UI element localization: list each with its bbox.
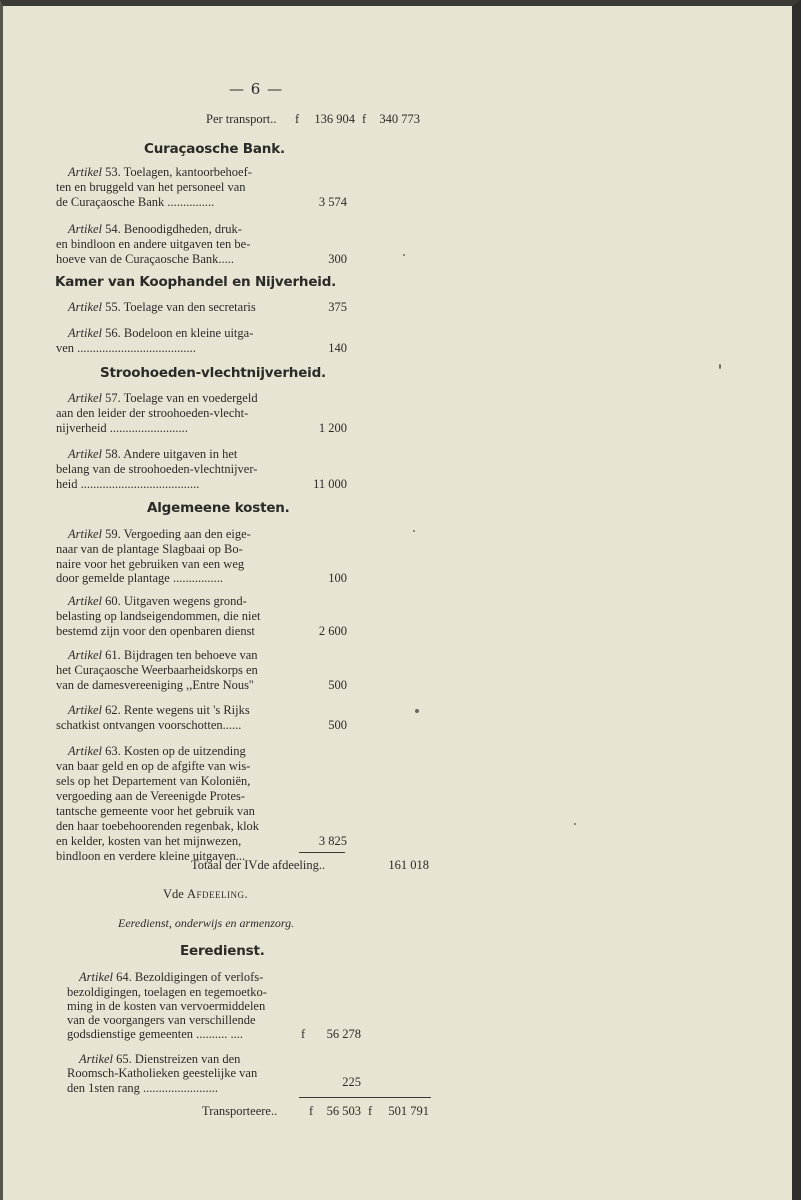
article-65-first-line <box>79 1052 240 1067</box>
article-59-line: naire voor het gebruiken van een weg <box>56 557 245 571</box>
transport-amount-1: 136 904 <box>314 112 355 126</box>
section-heading-stroo: Stroohoeden-vlechtnijverheid. <box>100 365 326 381</box>
article-58-text: 58. Andere uitgaven in het <box>102 447 238 461</box>
totaal-label: Totaal der IVde afdeeling.. <box>191 858 326 872</box>
article-58-first-line <box>68 447 237 462</box>
afdeeling-word: Afdeeling. <box>186 887 249 901</box>
article-56-first-line <box>68 326 253 341</box>
article-54-text: 54. Benoodigdheden, druk- <box>102 222 242 236</box>
section-heading-algemeene: Algemeene kosten. <box>147 500 290 516</box>
article-61-text: 61. Bijdragen ten behoeve van <box>102 648 258 662</box>
article-65-amount: 225 <box>342 1075 361 1089</box>
article-57-first-line <box>68 391 258 406</box>
article-63-line: vergoeding aan de Vereenigde Protes- <box>56 789 246 803</box>
artikel-label: Artikel <box>68 447 103 461</box>
article-55-amount: 375 <box>328 300 347 314</box>
article-54-line: en bindloon en andere uitgaven ten be- <box>56 237 251 251</box>
article-63-first-line <box>68 744 246 759</box>
paper-speck <box>415 709 419 713</box>
transporteere-f1: f <box>309 1104 314 1118</box>
article-59-amount: 100 <box>328 571 347 585</box>
article-53-line: ten en bruggeld van het personeel van <box>56 180 246 194</box>
article-64-line: ming in de kosten van vervoermiddelen <box>67 999 266 1013</box>
article-63-amount: 3 825 <box>318 834 347 848</box>
article-57-text: 57. Toelage van en voedergeld <box>102 391 258 405</box>
article-63-line: en kelder, kosten van het mijnwezen, <box>56 834 242 848</box>
article-59-text: 59. Vergoeding aan den eige- <box>102 527 251 541</box>
section-heading-kamer: Kamer van Koophandel en Nijverheid. <box>55 274 337 290</box>
article-55-text: 55. Toelage van den secretaris <box>102 300 256 314</box>
artikel-label: Artikel <box>68 527 103 541</box>
article-60-text: 60. Uitgaven wegens grond- <box>102 594 247 608</box>
article-63-line: sels op het Departement van Koloniën, <box>56 774 251 788</box>
article-58-amount: 11 000 <box>313 477 347 491</box>
transport-f2: f <box>362 112 367 126</box>
article-62-first-line <box>68 703 250 718</box>
artikel-label: Artikel <box>68 648 103 662</box>
paper-speck <box>403 254 405 256</box>
article-56-amount: 140 <box>328 341 347 355</box>
artikel-label: Artikel <box>68 165 103 179</box>
artikel-label: Artikel <box>68 222 103 236</box>
artikel-label: Artikel <box>68 703 103 717</box>
afdeeling-prefix: Vde <box>163 887 187 901</box>
transporteere-amount-1: 56 503 <box>326 1104 361 1118</box>
article-53-text: 53. Toelagen, kantoorbehoef- <box>102 165 252 179</box>
paper-speck <box>413 530 415 532</box>
article-64-line: van de voorgangers van verschillende <box>67 1013 256 1027</box>
article-63-text: 63. Kosten op de uitzending <box>102 744 246 758</box>
article-57-line: nijverheid ......................... <box>56 421 188 435</box>
artikel-label: Artikel <box>68 391 103 405</box>
artikel-label: Artikel <box>68 300 103 314</box>
article-58-line: belang van de stroohoeden-vlechtnijver- <box>56 462 258 476</box>
article-61-line: het Curaçaosche Weerbaarheidskorps en <box>56 663 258 677</box>
article-64-line: bezoldigingen, toelagen en tegemoetko- <box>67 985 267 999</box>
paper-speck <box>574 823 576 825</box>
article-61-line: van de damesvereeniging ,,Entre Nous'' <box>56 678 254 692</box>
article-59-line: door gemelde plantage ................ <box>56 571 223 585</box>
article-64-text: 64. Bezoldigingen of verlofs- <box>113 970 264 984</box>
article-54-first-line <box>68 222 242 237</box>
article-53-first-line <box>68 165 252 180</box>
article-58-line: heid ...................................... <box>56 477 200 491</box>
transport-label: Per transport.. <box>206 112 277 126</box>
page-number: — 6 — <box>229 80 284 98</box>
article-63-line: tantsche gemeente voor het gebruik van <box>56 804 255 818</box>
article-65-line: Roomsch-Katholieken geestelijke van <box>67 1066 258 1080</box>
article-57-amount: 1 200 <box>318 421 347 435</box>
article-57-line: aan den leider der stroohoeden-vlecht- <box>56 406 249 420</box>
article-64-f: f <box>301 1027 306 1041</box>
article-60-line: bestemd zijn voor den openbaren dienst <box>56 624 255 638</box>
article-60-line: belasting op landseigendommen, die niet <box>56 609 261 623</box>
artikel-label: Artikel <box>68 744 103 758</box>
transport-f1: f <box>295 112 300 126</box>
article-56-text: 56. Bodeloon en kleine uitga- <box>102 326 254 340</box>
article-65-line: den 1sten rang ........................ <box>67 1081 219 1095</box>
transport-amount-2: 340 773 <box>379 112 420 126</box>
article-65-text: 65. Dienstreizen van den <box>113 1052 241 1066</box>
afdeeling-heading <box>163 887 248 902</box>
artikel-label: Artikel <box>79 1052 114 1066</box>
article-53-amount: 3 574 <box>318 195 347 209</box>
section-heading-bank: Curaçaosche Bank. <box>144 141 285 157</box>
article-54-line: hoeve van de Curaçaosche Bank..... <box>56 252 235 266</box>
article-59-line: naar van de plantage Slagbaai op Bo- <box>56 542 243 556</box>
article-55-first-line <box>68 300 256 315</box>
article-63-line: van baar geld en op de afgifte van wis- <box>56 759 251 773</box>
article-54-amount: 300 <box>328 252 347 266</box>
article-62-text: 62. Rente wegens uit 's Rijks <box>102 703 250 717</box>
article-53-line: de Curaçaosche Bank ............... <box>56 195 215 209</box>
afdeeling-subtitle: Eeredienst, onderwijs en armenzorg. <box>118 916 295 930</box>
article-62-amount: 500 <box>328 718 347 732</box>
article-60-first-line <box>68 594 247 609</box>
artikel-label: Artikel <box>68 326 103 340</box>
article-56-line: ven ...................................... <box>56 341 196 355</box>
transporteere-rule <box>299 1097 431 1098</box>
transporteere-amount-2: 501 791 <box>388 1104 429 1118</box>
artikel-label: Artikel <box>68 594 103 608</box>
article-60-amount: 2 600 <box>318 624 347 638</box>
article-63-line: bindloon en verdere kleine uitgaven... <box>56 849 246 863</box>
article-64-line: godsdienstige gemeenten .......... .... <box>67 1027 244 1041</box>
article-62-line: schatkist ontvangen voorschotten...... <box>56 718 242 732</box>
article-59-first-line <box>68 527 251 542</box>
sum-rule <box>299 852 345 853</box>
paper-speck <box>719 364 721 369</box>
article-61-first-line <box>68 648 258 663</box>
totaal-amount: 161 018 <box>388 858 429 872</box>
article-64-amount: 56 278 <box>326 1027 361 1041</box>
transporteere-label: Transporteere.. <box>202 1104 278 1118</box>
transporteere-f2: f <box>368 1104 373 1118</box>
artikel-label: Artikel <box>79 970 114 984</box>
section-heading-eeredienst: Eeredienst. <box>180 943 265 959</box>
article-64-first-line <box>79 970 263 985</box>
article-61-amount: 500 <box>328 678 347 692</box>
article-63-line: den haar toebehoorenden regenbak, klok <box>56 819 260 833</box>
